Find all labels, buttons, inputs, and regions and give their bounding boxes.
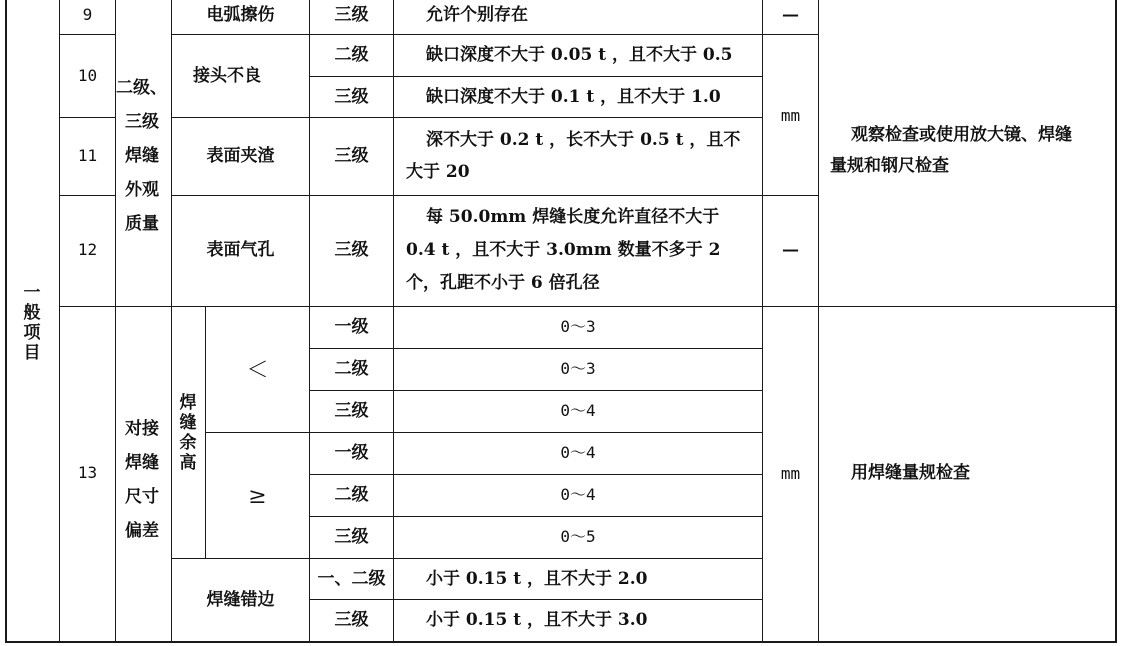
row-rule bbox=[59, 306, 1117, 307]
table-border-right bbox=[1115, 0, 1117, 643]
section-label: 一 般 项 目 bbox=[23, 283, 41, 363]
row-rule bbox=[309, 599, 762, 600]
row-rule bbox=[59, 34, 115, 35]
unit: — bbox=[782, 240, 799, 260]
requirement: 个，孔距不小于 6 倍孔径 bbox=[406, 273, 600, 293]
grade: 二级 bbox=[334, 359, 369, 379]
grade: 一、二级 bbox=[317, 569, 386, 589]
item-name: 焊缝错边 bbox=[206, 590, 275, 610]
unit: mm bbox=[780, 106, 801, 125]
value: 0～4 bbox=[560, 443, 596, 462]
grade: 二级 bbox=[334, 485, 369, 505]
row-rule bbox=[309, 474, 762, 475]
grade: 三级 bbox=[334, 401, 369, 421]
row-rule bbox=[171, 117, 762, 118]
row-rule bbox=[171, 558, 762, 559]
row-rule bbox=[309, 516, 762, 517]
requirement: 缺口深度不大于 0.05 t ，且不大于 0.5 bbox=[426, 45, 733, 65]
row-number: 10 bbox=[77, 66, 98, 85]
row-rule bbox=[309, 390, 762, 391]
value: 0～4 bbox=[560, 401, 596, 420]
value: 0～3 bbox=[560, 317, 596, 336]
row-number: 11 bbox=[77, 146, 98, 165]
item-name: 接头不良 bbox=[193, 66, 261, 86]
item-name: 电弧擦伤 bbox=[206, 5, 275, 25]
row13-category: 对接 焊缝 尺寸 偏差 bbox=[125, 419, 159, 541]
requirement: 大于 20 bbox=[406, 162, 470, 182]
weld-reinforcement-label: 焊 缝 余 高 bbox=[179, 393, 197, 473]
requirement: 允许个别存在 bbox=[426, 5, 528, 25]
row-rule bbox=[309, 76, 762, 77]
col-rule bbox=[59, 0, 60, 643]
inspection-method: 用焊缝量规检查 bbox=[851, 463, 970, 483]
requirement: 深不大于 0.2 t ，长不大于 0.5 t ，且不 bbox=[426, 130, 741, 150]
row-rule bbox=[171, 34, 818, 35]
grade: 三级 bbox=[334, 5, 369, 25]
item-name: 表面气孔 bbox=[206, 240, 275, 260]
condition-less-than: ＜ bbox=[246, 358, 269, 383]
table-border-left bbox=[5, 0, 7, 643]
row-rule bbox=[59, 195, 115, 196]
condition-greater-equal: ≥ bbox=[248, 484, 267, 509]
requirement: 每 50.0mm 焊缝长度允许直径不大于 bbox=[426, 207, 720, 227]
requirement: 0.4 t ，且不大于 3.0mm 数量不多于 2 bbox=[406, 240, 721, 260]
col-rule bbox=[818, 0, 819, 643]
unit: mm bbox=[780, 464, 801, 483]
grade: 三级 bbox=[334, 527, 369, 547]
inspection-method: 观察检查或使用放大镜、焊缝 bbox=[851, 125, 1072, 145]
row-number: 12 bbox=[77, 240, 98, 259]
row-number: 13 bbox=[77, 463, 98, 482]
grade: 一级 bbox=[334, 443, 369, 463]
grade: 一级 bbox=[334, 317, 369, 337]
row-number: 9 bbox=[82, 5, 93, 24]
inspection-method: 量规和钢尺检查 bbox=[830, 156, 949, 176]
requirement: 小于 0.15 t ，且不大于 3.0 bbox=[426, 610, 648, 630]
row-rule bbox=[59, 117, 115, 118]
group-category: 二级、 三级 焊缝 外观 质量 bbox=[116, 78, 167, 234]
item-name: 表面夹渣 bbox=[206, 146, 275, 166]
row-rule bbox=[205, 432, 762, 433]
value: 0～3 bbox=[560, 359, 596, 378]
value: 0～5 bbox=[560, 527, 596, 546]
grade: 三级 bbox=[334, 240, 369, 260]
grade: 二级 bbox=[334, 45, 369, 65]
row-rule bbox=[171, 195, 818, 196]
col-rule bbox=[762, 0, 763, 643]
requirement: 小于 0.15 t ，且不大于 2.0 bbox=[426, 569, 648, 589]
requirement: 缺口深度不大于 0.1 t ，且不大于 1.0 bbox=[426, 87, 721, 107]
unit: — bbox=[782, 5, 799, 25]
grade: 三级 bbox=[334, 146, 369, 166]
grade: 三级 bbox=[334, 610, 369, 630]
grade: 三级 bbox=[334, 87, 369, 107]
value: 0～4 bbox=[560, 485, 596, 504]
row-rule bbox=[309, 348, 762, 349]
